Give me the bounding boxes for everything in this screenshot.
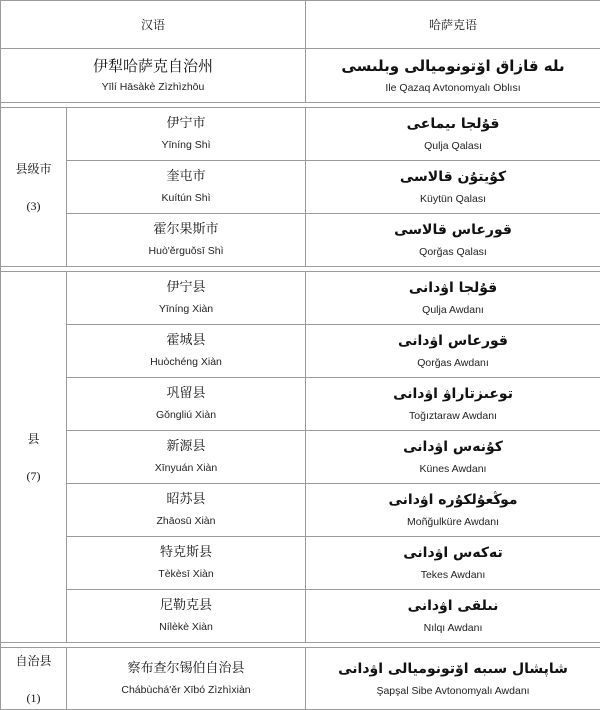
chinese-cell [67,431,306,484]
region-row [1,49,600,103]
place-cn: 伊宁县 [167,280,206,296]
chinese-cell [67,108,306,161]
place-pinyin: Huò'ěrguǒsī Shì [149,244,224,258]
place-cn: 伊宁市 [167,116,206,132]
place-kz-latin: Küytün Qalası [420,192,486,206]
place-pinyin: Yīníng Xiàn [159,302,213,316]
place-pinyin: Yīníng Shì [161,138,210,152]
place-cn: 巩留县 [167,386,206,402]
group-label: 县 [1,430,66,447]
place-cn: 奎屯市 [167,169,206,185]
place-kz-arabic: قورعاس قالاسى [394,221,512,239]
place-pinyin: Chábùchá'ěr Xībó Zìzhìxiàn [121,683,250,697]
kazakh-cell [306,161,600,214]
table-row [1,431,600,484]
kazakh-cell [306,378,600,431]
place-kz-arabic: قورعاس اۋدانى [398,332,508,350]
kazakh-cell [306,648,600,710]
region-pinyin: Yīlí Hāsàkè Zìzhìzhōu [102,80,205,94]
table-row [1,161,600,214]
place-cn: 霍尔果斯市 [154,222,219,238]
place-cn: 霍城县 [167,333,206,349]
place-kz-arabic: تەكەس اۋدانى [403,544,502,562]
kazakh-cell [306,484,600,537]
place-kz-latin: Toğıztaraw Awdanı [409,409,497,423]
region-kz-latin: Ile Qazaq Avtonomyalı Oblısı [385,81,520,95]
chinese-cell [67,590,306,643]
place-kz-arabic: شاپشال سىبە اۆتونوميالى اۋدانى [338,660,568,678]
kazakh-cell [306,431,600,484]
table-row [1,484,600,537]
place-kz-arabic: كۇنەس اۋدانى [403,438,503,456]
table-row [1,325,600,378]
place-kz-latin: Qulja Qalası [424,139,482,153]
place-kz-latin: Şapşal Sibe Avtonomyalı Awdanı [376,684,529,698]
place-pinyin: Tèkèsī Xiàn [158,567,213,581]
group-count: (1) [1,691,66,706]
table-row [1,108,600,161]
region-kazakh-cell [306,49,600,103]
table-row [1,214,600,267]
place-cn: 昭苏县 [167,492,206,508]
kazakh-cell [306,272,600,325]
table-row [1,537,600,590]
place-pinyin: Nílèkè Xiàn [159,620,213,634]
place-pinyin: Xīnyuán Xiàn [155,461,217,475]
place-cn: 察布查尔锡伯自治县 [128,661,245,677]
place-cn: 尼勒克县 [160,598,212,614]
group-label-city [1,108,67,267]
place-kz-latin: Qulja Awdanı [422,303,484,317]
place-pinyin: Huòchéng Xiàn [150,355,222,369]
chinese-cell [67,161,306,214]
kazakh-cell [306,537,600,590]
place-cn: 特克斯县 [160,545,212,561]
region-cn: 伊犁哈萨克自治州 [93,58,213,74]
place-kz-arabic: قۇلجا ىيماعى [407,115,500,133]
group-count: (7) [1,469,66,484]
chinese-cell [67,378,306,431]
place-kz-latin: Qorğas Qalası [419,245,487,259]
place-kz-latin: Nılqı Awdanı [424,621,483,635]
chinese-cell [67,648,306,710]
chinese-cell [67,537,306,590]
chinese-cell [67,214,306,267]
place-kz-arabic: قۇلجا اۋدانى [409,279,497,297]
group-label: 县级市 [1,160,66,177]
table-row [1,272,600,325]
chinese-cell [67,325,306,378]
place-kz-arabic: نىلقى اۋدانى [408,597,499,615]
table-row [1,590,600,643]
region-kz-arabic: ىله قازاق اۆتونوميالى وبلىسى [341,57,564,75]
place-pinyin: Kuítún Shì [161,191,210,205]
table-row [1,378,600,431]
place-pinyin: Gǒngliú Xiàn [156,408,216,422]
group-count: (3) [1,199,66,214]
kazakh-cell [306,214,600,267]
table-row [1,648,600,710]
group-label-county [1,272,67,643]
place-kz-latin: Tekes Awdanı [421,568,486,582]
place-cn: 新源县 [167,439,206,455]
place-kz-latin: Qorğas Awdanı [417,356,489,370]
place-kz-latin: Künes Awdanı [420,462,487,476]
place-kz-arabic: كۇيتۇن قالاسى [400,168,506,186]
group-label-autonomous-county [1,648,67,710]
kazakh-cell [306,325,600,378]
region-chinese-cell [1,49,306,103]
place-kz-latin: Moñğulküre Awdanı [407,515,499,529]
chinese-cell [67,484,306,537]
kazakh-cell [306,108,600,161]
group-label: 自治县 [1,652,66,669]
place-kz-arabic: موڭعۇلكۇرە اۋدانى [388,491,517,509]
kazakh-cell [306,590,600,643]
header-row [1,1,600,49]
header-chinese: 汉语 [1,1,306,49]
place-kz-arabic: توعىزتاراۋ اۋدانى [393,385,513,403]
place-pinyin: Zhāosū Xiàn [157,514,216,528]
chinese-cell [67,272,306,325]
header-kazakh: 哈萨克语 [306,1,600,49]
